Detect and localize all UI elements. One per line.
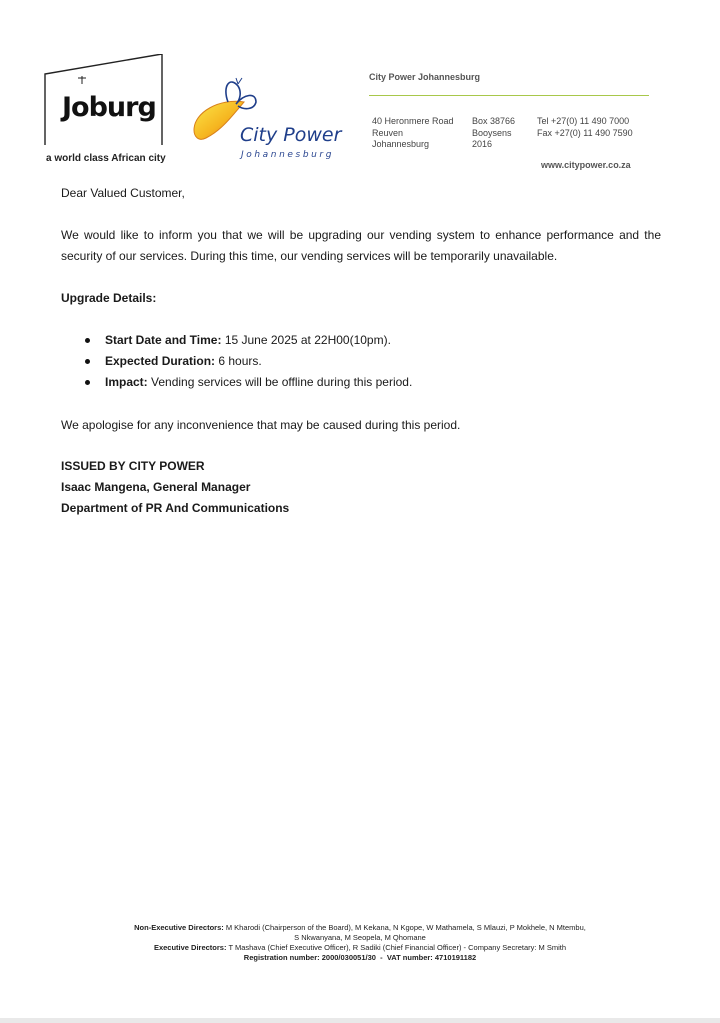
detail-value: Vending services will be offline during this period. [147, 375, 413, 389]
list-item [61, 351, 412, 372]
intro-paragraph: We would like to inform you that we will be upgrading our vending system to enhance performance and the security of our services. During this time, our vending services will be temporarily unavailable. [61, 228, 661, 263]
signatory: Isaac Mangena, General Manager [61, 480, 251, 494]
city-power-name: City Power [240, 124, 342, 146]
address-block [372, 116, 454, 151]
details-heading: Upgrade Details: [61, 291, 157, 305]
reg-label: Registration number: [243, 953, 320, 962]
detail-value: 15 June 2025 at 22H00(10pm). [221, 333, 391, 347]
website-link[interactable]: www.citypower.co.za [541, 160, 631, 170]
flame-drop-icon [194, 101, 244, 139]
postal-line: 2016 [472, 139, 493, 149]
vat-label: VAT number: [386, 953, 433, 962]
page-bottom-edge [0, 1018, 720, 1023]
detail-label: Start Date and Time: [105, 333, 222, 347]
joburg-logo [44, 54, 164, 146]
signature-block [61, 456, 289, 519]
bullet-icon [85, 359, 90, 364]
apology-paragraph: We apologise for any inconvenience that may be caused during this period. [61, 418, 461, 432]
postal-line: Booysens [472, 127, 512, 138]
reg-value: 2000/030051/30 [321, 953, 376, 962]
non-exec-label: Non-Executive Directors: [134, 923, 224, 932]
address-line: Reuven [372, 127, 404, 138]
list-item [61, 372, 412, 393]
upgrade-details-list [61, 330, 412, 393]
department: Department of PR And Communications [61, 501, 290, 515]
non-executive-directors [0, 923, 720, 933]
salutation: Dear Valued Customer, [61, 186, 185, 200]
joburg-wordmark: Joburg [62, 92, 156, 123]
non-exec-names: M Kharodi (Chairperson of the Board), M Kekana, N Kgope, W Mathamela, S Mlauzi, P Mokhele, N Mtembu, [225, 923, 586, 932]
bullet-icon [85, 380, 90, 385]
footer [0, 923, 720, 963]
detail-label: Impact: [105, 375, 148, 389]
detail-value: 6 hours. [215, 354, 262, 368]
letterhead-divider [369, 95, 649, 96]
contact-block [537, 116, 633, 139]
registration-line [0, 953, 720, 963]
executive-directors [0, 943, 720, 953]
postal-line: Box 38766 [472, 116, 516, 126]
phone-number: Tel +27(0) 11 490 7000 [537, 116, 630, 126]
bullet-icon [85, 338, 90, 343]
postal-box-block [472, 116, 515, 151]
issued-by: ISSUED BY CITY POWER [61, 459, 205, 473]
list-item [61, 330, 412, 351]
detail-label: Expected Duration: [105, 354, 216, 368]
joburg-tagline: a world class African city [46, 153, 166, 164]
exec-label: Executive Directors: [153, 943, 227, 952]
vat-value: 4710191182 [434, 953, 477, 962]
exec-names: T Mashava (Chief Executive Officer), R Sadiki (Chief Financial Officer) - Company Secretary: M Smith [228, 943, 567, 952]
company-name: City Power Johannesburg [369, 72, 481, 82]
address-line: 40 Heronmere Road [372, 116, 454, 126]
reg-separator: - [380, 953, 383, 962]
city-power-city: Johannesburg [241, 150, 335, 160]
non-exec-names-continued: S Nkwanyana, M Seopela, M Qhomane [294, 933, 426, 942]
address-line: Johannesburg [372, 139, 430, 149]
city-power-logo [192, 72, 362, 168]
fax-number: Fax +27(0) 11 490 7590 [537, 127, 633, 138]
